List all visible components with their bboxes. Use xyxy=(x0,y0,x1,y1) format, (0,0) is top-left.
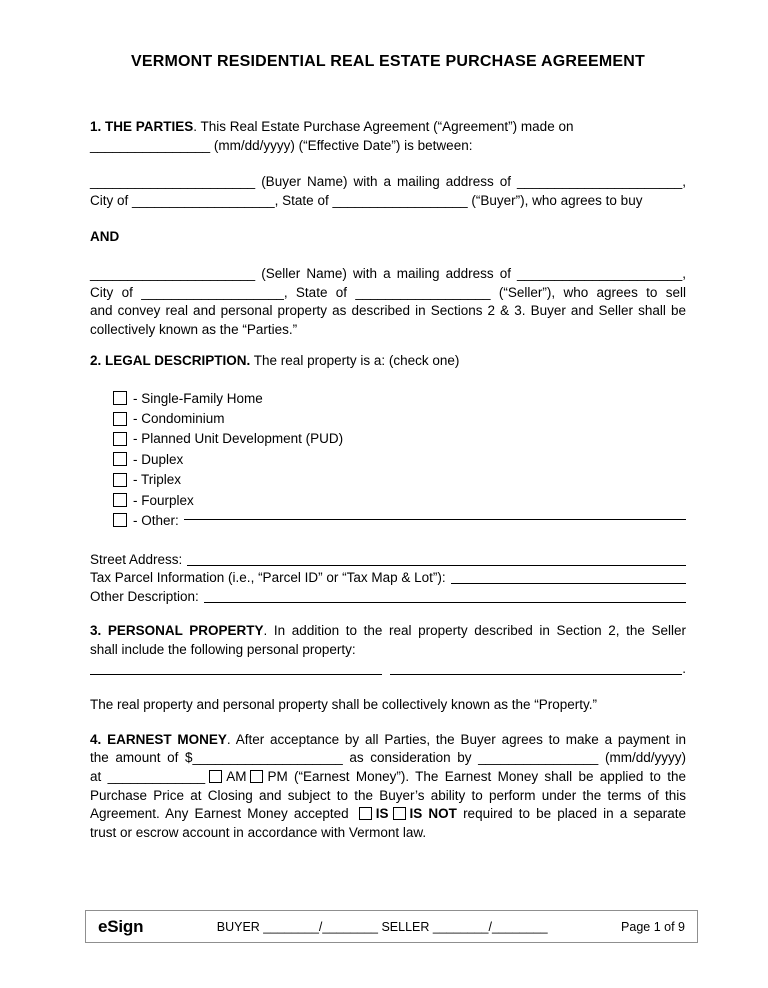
condominium-checkbox[interactable] xyxy=(113,412,127,426)
section-2-heading-line xyxy=(90,352,686,371)
pm-checkbox[interactable] xyxy=(250,770,263,783)
seller-text-4: collectively known as the “Parties.” xyxy=(90,321,298,337)
section-4-text-6: (“Earnest Money”). The Earnest Money shall be applied to the xyxy=(287,769,686,785)
section-4-text-2: the amount of $ xyxy=(90,750,193,766)
option-row-condominium xyxy=(90,408,686,428)
buyer-text-2: (“Buyer”), who agrees to buy xyxy=(467,192,643,208)
section-4-text-7: Purchase Price at Closing and subject to the Buyer’s ability to perform under the terms of this xyxy=(90,787,686,803)
tax-parcel-blank[interactable] xyxy=(451,582,686,584)
buyer-city-blank[interactable]: ___________________ xyxy=(132,192,275,208)
single-family-home-label: - Single-Family Home xyxy=(133,390,263,406)
pud-label: - Planned Unit Development (PUD) xyxy=(133,431,344,447)
is-not-checkbox[interactable] xyxy=(393,807,406,820)
earnest-time-blank[interactable]: _____________ xyxy=(107,769,206,785)
seller-address-blank[interactable]: ______________________ xyxy=(517,265,683,281)
other-description-label: Other Description: xyxy=(90,588,199,604)
street-address-row xyxy=(90,551,686,570)
other-checkbox[interactable] xyxy=(113,513,127,527)
buyer-text: (Buyer Name) with a mailing address of xyxy=(255,174,518,190)
section-1-intro-text-2: (mm/dd/yyyy) (“Effective Date”) is between: xyxy=(210,137,473,153)
other-description-blank[interactable] xyxy=(204,601,686,603)
street-address-label: Street Address: xyxy=(90,551,183,567)
esign-logo: eSign xyxy=(98,916,144,936)
buyer-comma: , xyxy=(682,174,686,190)
page-number: Page 1 of 9 xyxy=(621,919,685,934)
fourplex-label: - Fourplex xyxy=(133,492,194,508)
section-4 xyxy=(90,731,686,843)
seller-state-label: , State of xyxy=(283,284,356,300)
section-1-heading: 1. THE PARTIES xyxy=(90,119,194,134)
option-row-single-family xyxy=(90,388,686,408)
section-4-text-5: at xyxy=(90,769,108,785)
personal-property-blank-1[interactable] xyxy=(90,673,382,675)
seller-text: (Seller Name) with a mailing address of xyxy=(255,265,518,281)
section-4-text-1: . After acceptance by all Parties, the Buyer agrees to make a payment in xyxy=(226,731,686,747)
seller-text-2: (“Seller”), who agrees to sell xyxy=(490,284,686,300)
buyer-paragraph xyxy=(90,173,686,210)
other-description-row xyxy=(90,588,686,607)
section-4-text-4: (mm/dd/yyyy) xyxy=(598,750,686,766)
seller-comma: , xyxy=(682,265,686,281)
triplex-label: - Triplex xyxy=(133,472,182,488)
triplex-checkbox[interactable] xyxy=(113,473,127,487)
seller-state-blank[interactable]: __________________ xyxy=(355,284,491,300)
option-row-fourplex xyxy=(90,490,686,510)
other-label: - Other: xyxy=(133,512,179,528)
section-4-text-8: Agreement. Any Earnest Money accepted xyxy=(90,806,355,822)
section-4-heading: 4. EARNEST MONEY xyxy=(90,731,227,747)
property-address-block xyxy=(90,551,686,607)
am-checkbox[interactable] xyxy=(209,770,222,783)
buyer-seller-initials-line: BUYER ________/________ SELLER ________/________ xyxy=(216,919,548,934)
section-3-heading: 3. PERSONAL PROPERTY xyxy=(90,623,264,639)
period: . xyxy=(682,660,687,676)
section-2-heading: 2. LEGAL DESCRIPTION. xyxy=(90,353,251,369)
street-address-blank[interactable] xyxy=(187,564,686,566)
earnest-amount-blank[interactable]: ____________________ xyxy=(192,750,343,766)
other-blank[interactable] xyxy=(184,518,686,520)
single-family-home-checkbox[interactable] xyxy=(113,391,127,405)
effective-date-blank[interactable]: ________________ xyxy=(90,137,211,153)
buyer-name-blank[interactable]: ______________________ xyxy=(90,174,256,190)
page-title: VERMONT RESIDENTIAL REAL ESTATE PURCHASE AGREEMENT xyxy=(130,53,646,70)
buyer-city-label: City of xyxy=(90,192,133,208)
seller-paragraph xyxy=(90,265,686,339)
section-3 xyxy=(90,622,686,678)
seller-city-blank[interactable]: ___________________ xyxy=(141,284,284,300)
seller-name-blank[interactable]: ______________________ xyxy=(90,265,256,281)
is-label: IS xyxy=(375,806,389,822)
pm-label: PM xyxy=(267,769,288,785)
is-checkbox[interactable] xyxy=(359,807,372,820)
and-label: AND xyxy=(90,229,120,245)
section-3-text: . In addition to the real property described in Section 2, the Seller xyxy=(263,623,687,639)
buyer-state-label: , State of xyxy=(274,192,333,208)
seller-text-3: and convey real and personal property as described in Sections 2 & 3. Buyer and Seller shall be xyxy=(90,303,686,319)
tax-parcel-row xyxy=(90,569,686,588)
seller-city-label: City of xyxy=(90,284,142,300)
section-4-text-10: trust or escrow account in accordance with Vermont law. xyxy=(90,824,427,840)
section-4-text-3: as consideration by xyxy=(342,750,479,766)
am-label: AM xyxy=(226,769,247,785)
condominium-label: - Condominium xyxy=(133,411,225,427)
legal-description-options xyxy=(90,388,686,531)
page-footer xyxy=(85,910,698,943)
section-2-heading-rest: The real property is a: (check one) xyxy=(250,353,460,369)
option-row-other xyxy=(90,510,686,530)
option-row-duplex xyxy=(90,449,686,469)
earnest-date-blank[interactable]: ________________ xyxy=(478,750,599,766)
buyer-state-blank[interactable]: __________________ xyxy=(332,192,468,208)
section-3-text-2: shall include the following personal property: xyxy=(90,642,356,658)
option-row-pud xyxy=(90,429,686,449)
personal-property-blank-2[interactable] xyxy=(390,673,682,675)
buyer-address-blank[interactable]: ______________________ xyxy=(517,174,683,190)
personal-property-blank-row xyxy=(90,660,686,679)
pud-checkbox[interactable] xyxy=(113,432,127,446)
option-row-triplex xyxy=(90,470,686,490)
property-note: The real property and personal property shall be collectively known as the “Property.” xyxy=(90,697,598,713)
is-not-label: IS NOT xyxy=(409,806,457,822)
fourplex-checkbox[interactable] xyxy=(113,493,127,507)
section-4-text-9: required to be placed in a separate xyxy=(456,806,686,822)
duplex-checkbox[interactable] xyxy=(113,452,127,466)
duplex-label: - Duplex xyxy=(133,451,184,467)
section-1-intro xyxy=(90,118,686,155)
section-1-intro-text: . This Real Estate Purchase Agreement (“Agreement”) made on xyxy=(193,119,574,134)
tax-parcel-label: Tax Parcel Information (i.e., “Parcel ID” or “Tax Map & Lot”): xyxy=(90,570,446,586)
